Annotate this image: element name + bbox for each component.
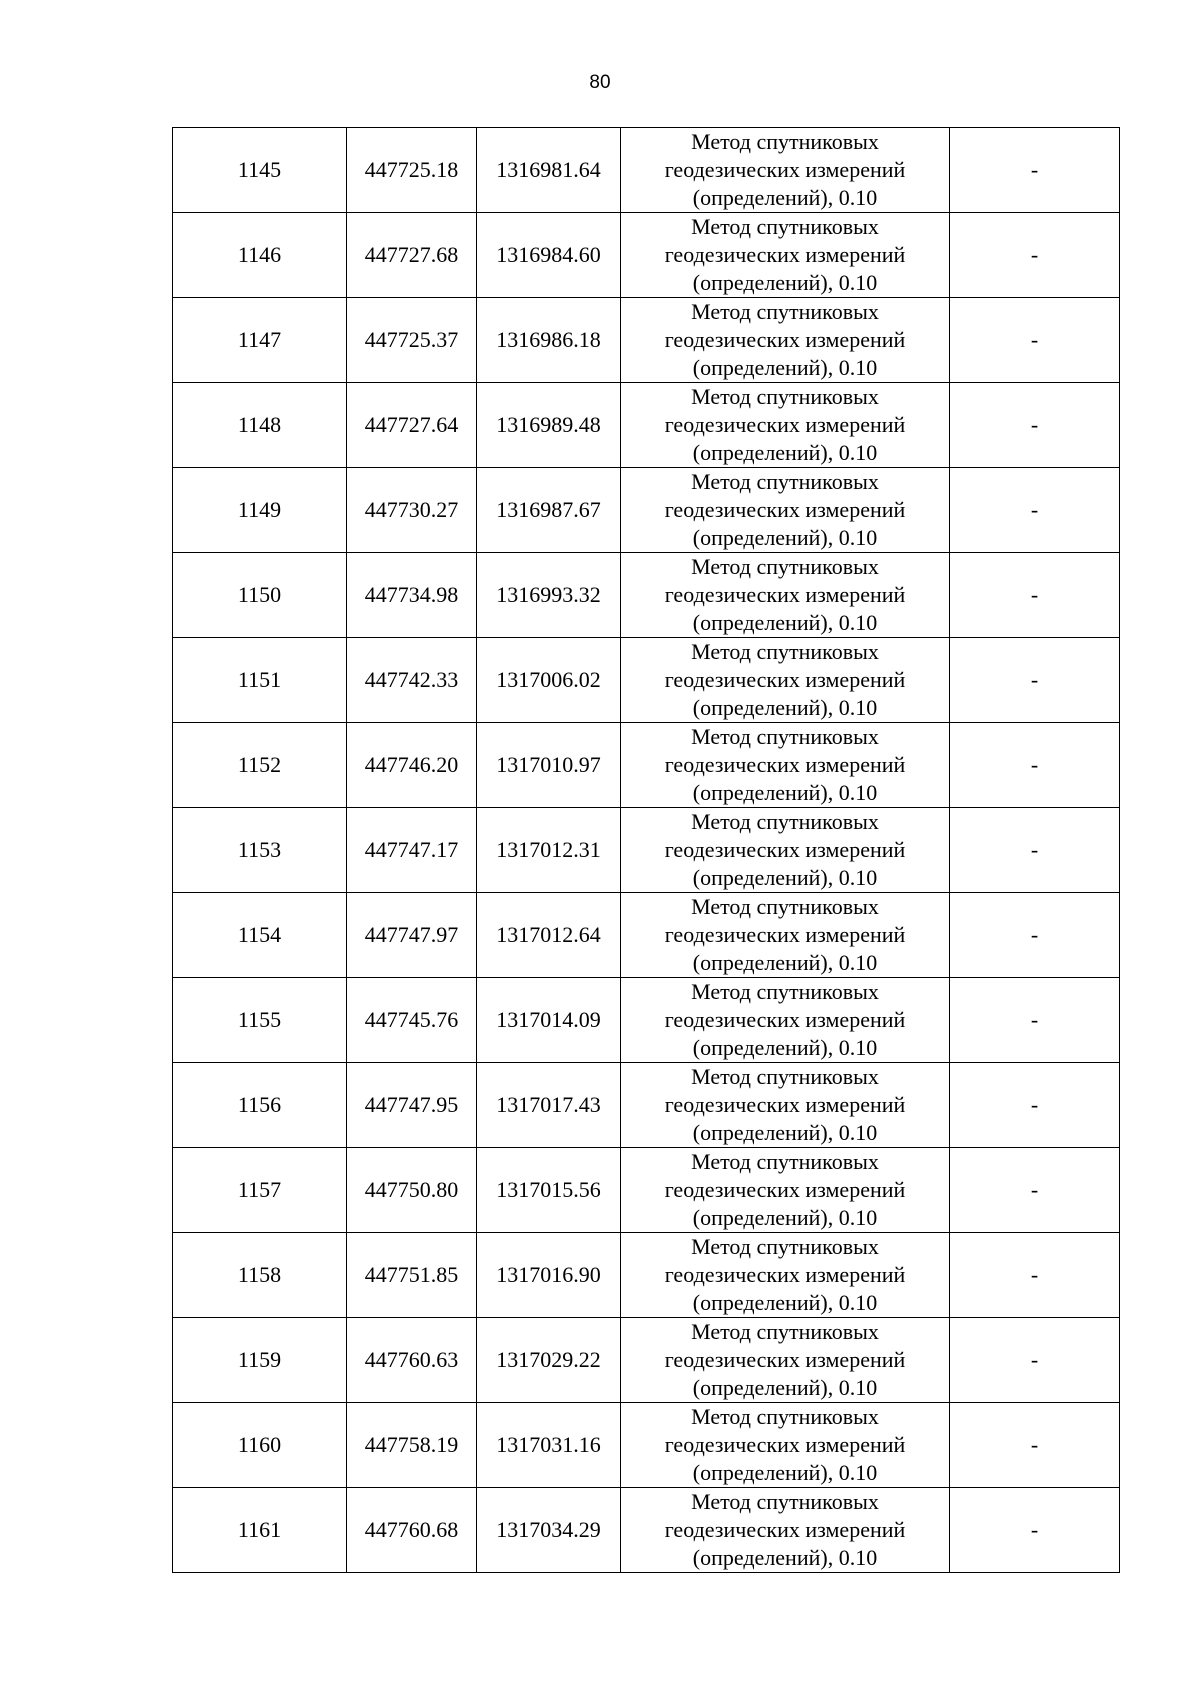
note-cell: - [950,1063,1120,1148]
point-number-cell: 1150 [173,553,347,638]
y-coordinate-cell: 1317015.56 [477,1148,621,1233]
x-coordinate-cell: 447742.33 [347,638,477,723]
note-cell: - [950,1488,1120,1573]
method-line: Метод спутниковых [691,809,879,834]
method-line: Метод спутниковых [691,1064,879,1089]
note-cell: - [950,978,1120,1063]
method-line: геодезических измерений [664,1432,906,1457]
method-line: (определений), 0.10 [692,1035,878,1060]
method-line: (определений), 0.10 [692,185,878,210]
x-coordinate-cell: 447758.19 [347,1403,477,1488]
y-coordinate-cell: 1317010.97 [477,723,621,808]
table-row [173,1233,1120,1318]
method-line: Метод спутниковых [691,724,879,749]
method-cell [621,1488,950,1573]
x-coordinate-cell: 447747.17 [347,808,477,893]
x-coordinate-cell: 447725.37 [347,298,477,383]
note-cell: - [950,638,1120,723]
method-cell [621,638,950,723]
y-coordinate-cell: 1317031.16 [477,1403,621,1488]
note-cell: - [950,213,1120,298]
method-line: Метод спутниковых [691,384,879,409]
point-number-cell: 1146 [173,213,347,298]
method-line: (определений), 0.10 [692,695,878,720]
note-cell: - [950,1318,1120,1403]
method-line: геодезических измерений [664,1517,906,1542]
method-line: (определений), 0.10 [692,1375,878,1400]
note-cell: - [950,553,1120,638]
method-line: геодезических измерений [664,582,906,607]
y-coordinate-cell: 1316987.67 [477,468,621,553]
point-number-cell: 1159 [173,1318,347,1403]
method-line: (определений), 0.10 [692,780,878,805]
note-cell: - [950,1403,1120,1488]
y-coordinate-cell: 1317012.31 [477,808,621,893]
x-coordinate-cell: 447760.68 [347,1488,477,1573]
table-body [173,128,1120,1573]
note-cell: - [950,1148,1120,1233]
method-line: (определений), 0.10 [692,1120,878,1145]
method-line: Метод спутниковых [691,1149,879,1174]
method-cell [621,723,950,808]
note-cell: - [950,1233,1120,1318]
x-coordinate-cell: 447747.95 [347,1063,477,1148]
y-coordinate-cell: 1317017.43 [477,1063,621,1148]
method-cell [621,1063,950,1148]
method-line: геодезических измерений [664,157,906,182]
method-line: (определений), 0.10 [692,1460,878,1485]
method-line: (определений), 0.10 [692,1205,878,1230]
method-cell [621,128,950,213]
method-line: (определений), 0.10 [692,440,878,465]
y-coordinate-cell: 1317012.64 [477,893,621,978]
x-coordinate-cell: 447747.97 [347,893,477,978]
method-line: Метод спутниковых [691,1489,879,1514]
table-row [173,383,1120,468]
table-row [173,1488,1120,1573]
table-row [173,638,1120,723]
note-cell: - [950,723,1120,808]
table-row [173,808,1120,893]
method-line: геодезических измерений [664,1007,906,1032]
table-row [173,1148,1120,1233]
method-line: Метод спутниковых [691,1404,879,1429]
method-cell [621,893,950,978]
method-line: геодезических измерений [664,327,906,352]
point-number-cell: 1148 [173,383,347,468]
point-number-cell: 1158 [173,1233,347,1318]
method-line: Метод спутниковых [691,1319,879,1344]
note-cell: - [950,468,1120,553]
x-coordinate-cell: 447727.64 [347,383,477,468]
y-coordinate-cell: 1316986.18 [477,298,621,383]
method-line: Метод спутниковых [691,129,879,154]
x-coordinate-cell: 447725.18 [347,128,477,213]
method-line: Метод спутниковых [691,894,879,919]
method-line: геодезических измерений [664,1262,906,1287]
method-line: геодезических измерений [664,1092,906,1117]
method-line: Метод спутниковых [691,1234,879,1259]
method-line: (определений), 0.10 [692,1545,878,1570]
method-line: Метод спутниковых [691,554,879,579]
point-number-cell: 1153 [173,808,347,893]
coordinates-table [172,127,1120,1573]
table-row [173,298,1120,383]
table-row [173,128,1120,213]
table-row [173,1403,1120,1488]
x-coordinate-cell: 447730.27 [347,468,477,553]
note-cell: - [950,383,1120,468]
x-coordinate-cell: 447750.80 [347,1148,477,1233]
y-coordinate-cell: 1317034.29 [477,1488,621,1573]
y-coordinate-cell: 1316984.60 [477,213,621,298]
method-line: геодезических измерений [664,752,906,777]
note-cell: - [950,808,1120,893]
method-line: (определений), 0.10 [692,355,878,380]
point-number-cell: 1154 [173,893,347,978]
table-row [173,468,1120,553]
method-cell [621,1233,950,1318]
y-coordinate-cell: 1317014.09 [477,978,621,1063]
x-coordinate-cell: 447734.98 [347,553,477,638]
method-line: геодезических измерений [664,837,906,862]
point-number-cell: 1156 [173,1063,347,1148]
method-line: геодезических измерений [664,497,906,522]
method-cell [621,468,950,553]
point-number-cell: 1147 [173,298,347,383]
x-coordinate-cell: 447746.20 [347,723,477,808]
x-coordinate-cell: 447760.63 [347,1318,477,1403]
method-line: геодезических измерений [664,667,906,692]
y-coordinate-cell: 1316993.32 [477,553,621,638]
method-line: (определений), 0.10 [692,1290,878,1315]
point-number-cell: 1152 [173,723,347,808]
point-number-cell: 1145 [173,128,347,213]
point-number-cell: 1151 [173,638,347,723]
method-line: Метод спутниковых [691,214,879,239]
method-line: Метод спутниковых [691,979,879,1004]
point-number-cell: 1157 [173,1148,347,1233]
table-row [173,723,1120,808]
method-line: Метод спутниковых [691,639,879,664]
table-row [173,1063,1120,1148]
method-cell [621,1403,950,1488]
method-cell [621,1148,950,1233]
note-cell: - [950,128,1120,213]
y-coordinate-cell: 1317016.90 [477,1233,621,1318]
point-number-cell: 1160 [173,1403,347,1488]
method-cell [621,978,950,1063]
method-line: Метод спутниковых [691,469,879,494]
y-coordinate-cell: 1317006.02 [477,638,621,723]
table-row [173,978,1120,1063]
y-coordinate-cell: 1316989.48 [477,383,621,468]
method-line: геодезических измерений [664,1177,906,1202]
note-cell: - [950,893,1120,978]
note-cell: - [950,298,1120,383]
method-line: геодезических измерений [664,412,906,437]
method-cell [621,808,950,893]
table-row [173,213,1120,298]
x-coordinate-cell: 447727.68 [347,213,477,298]
y-coordinate-cell: 1317029.22 [477,1318,621,1403]
x-coordinate-cell: 447745.76 [347,978,477,1063]
method-line: Метод спутниковых [691,299,879,324]
method-cell [621,1318,950,1403]
method-cell [621,553,950,638]
method-line: геодезических измерений [664,1347,906,1372]
method-line: (определений), 0.10 [692,865,878,890]
method-line: (определений), 0.10 [692,270,878,295]
method-line: геодезических измерений [664,242,906,267]
point-number-cell: 1155 [173,978,347,1063]
method-line: (определений), 0.10 [692,525,878,550]
table-row [173,553,1120,638]
method-cell [621,213,950,298]
table-row [173,1318,1120,1403]
point-number-cell: 1161 [173,1488,347,1573]
x-coordinate-cell: 447751.85 [347,1233,477,1318]
method-line: геодезических измерений [664,922,906,947]
y-coordinate-cell: 1316981.64 [477,128,621,213]
page-number: 80 [589,72,611,93]
method-cell [621,298,950,383]
point-number-cell: 1149 [173,468,347,553]
method-line: (определений), 0.10 [692,950,878,975]
table-row [173,893,1120,978]
method-line: (определений), 0.10 [692,610,878,635]
method-cell [621,383,950,468]
